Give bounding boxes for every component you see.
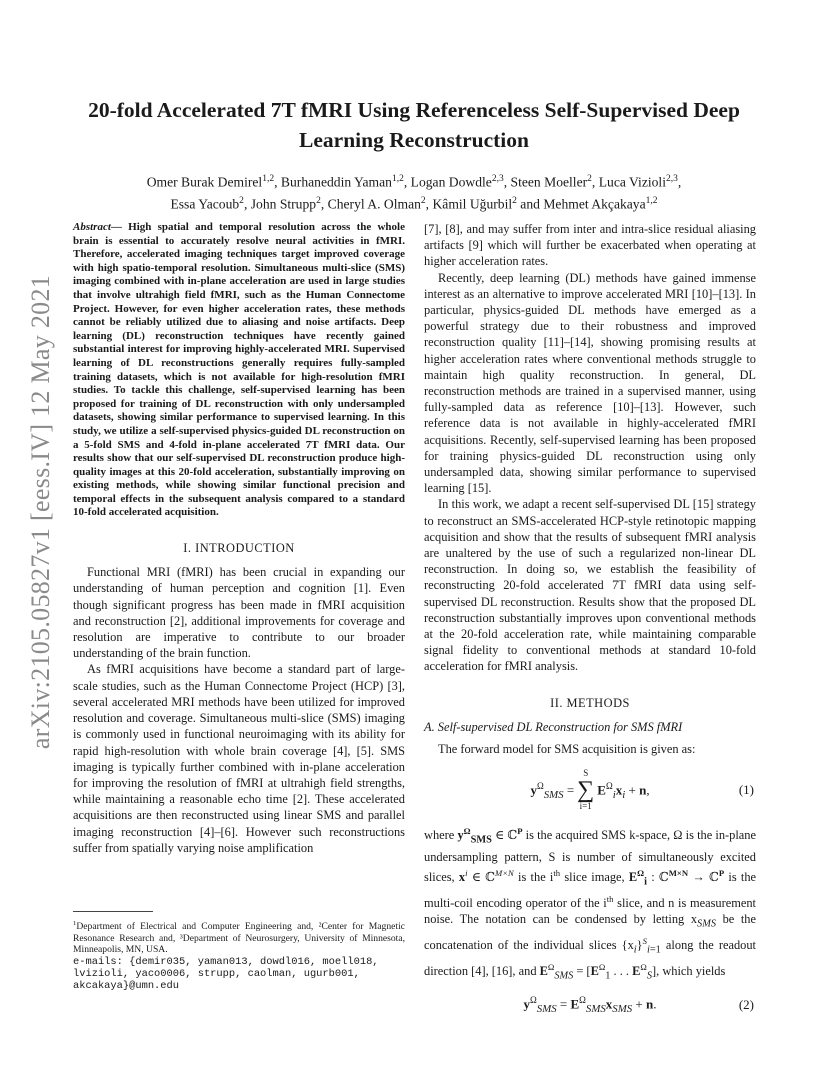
- footnote-affiliations-text: Department of Electrical and Computer Engineering and, ²Center for Magnetic Resonance Research and, ³Department of Neurosurgery, University of Minnesota, Minneapolis, MN, USA.: [73, 921, 405, 956]
- author-list: [70, 170, 758, 213]
- sum-lower-limit: i=1: [579, 801, 592, 812]
- equation-2-body: $y^\Omega_{SMS} = E^\Omega_{SMS}x_{SMS} + n$.: [523, 995, 657, 1016]
- author-names: Omer Burak Demirel$^{1,2}$, Burhaneddin Yaman$^{1,2}$, Logan Dowdle$^{2,3}$, Steen Moeller$^2$, Luca Vizioli$^{2,3}$, Essa Yacoub$^2$, John Strupp$^2$, Cheryl A. Olman$^2$, Kâmil Uğurbil$^2$ and Mehmet Akçakaya$^{1,2}$: [146, 174, 682, 212]
- equation-1-lhs: $y^\Omega_{SMS}$ =: [530, 780, 575, 801]
- eq-expl-part-a: where: [424, 828, 458, 843]
- author-affiliation: 2,3: [665, 174, 678, 184]
- equation-1-number: (1): [738, 782, 754, 798]
- footnote-mark: 1: [73, 920, 77, 927]
- abstract: [73, 221, 405, 520]
- sup-th-1: th: [553, 868, 561, 879]
- equation-1-rhs: $E^\Omega_ix_i + n$,: [597, 780, 650, 801]
- author-name: Steen Moeller: [510, 174, 588, 190]
- author-affiliation: 1,2: [645, 195, 658, 206]
- author-name: John Strupp: [250, 196, 317, 212]
- equation-2-number: (2): [738, 996, 754, 1012]
- equation-1-explanation: where $y^\Omega_{SMS}$ ∈ ℂ$^P$ is the acquired SMS k-space, Ω is the in-plane undersampling pattern, S is number of simultaneously excited slices, $x^i$ ∈ ℂ$^{M\times N}$ is the $i^{th}$ slice image, $E^\Omega_i$ : ℂ$^{M\times N}$ → ℂ$^P$ is the multi-coil encoding operator of the $i^{th}$ slice, and n is measurement noise. The notation can be condensed by letting $x_{SMS}$ be the concatenation of the individual slices $\{x_i\}^S_{i=1}$ along the readout direction [4], [16], and $E^\Omega_{SMS} = [E^\Omega_1$ . . . $E^\Omega_S$], which yields: [424, 826, 757, 982]
- author-name: Burhaneddin Yaman: [280, 174, 392, 190]
- arxiv-stamp: [18, 232, 64, 792]
- eq-expl-part-e: is the multi-coil encoding operator of the i: [424, 870, 757, 911]
- abstract-label: Abstract: [73, 221, 111, 233]
- eq-expl-part-g: be the concatenation of the individual slices {x: [424, 912, 756, 953]
- author-name: Cheryl A. Olman: [327, 196, 421, 212]
- author-name: Mehmet Akçakaya: [543, 196, 646, 212]
- equation-1: [424, 763, 756, 817]
- subsection-heading-a: A. Self-supervised DL Reconstruction for SMS fMRI: [424, 719, 683, 734]
- eq-expl-part-f: slice, and n is measurement noise. The notation can be condensed by letting x: [424, 896, 756, 927]
- sup-th-2: th: [606, 894, 614, 905]
- forward-model-intro: The forward model for SMS acquisition is given as:: [438, 742, 696, 757]
- right-paragraph-1: Recently, deep learning (DL) methods have gained immense interest as an alternative to improve accelerated MRI [10]–[13]. In particular, physics-guided DL methods have emerged as a powerful strategy due to their robustness and improved reconstruction quality [11]–[14], showing promising results at higher acceleration rates where conventional methods struggle to maintain high quality reconstruction. In general, DL reconstruction methods are trained in a supervised manner, using fully-sampled data as reference [10]–[13]. However, such reference data is not available in highly-accelerated fMRI acquisitions. Recently, self-supervised learning has been proposed for training physics-guided DL reconstruction using only undersampled data, showing similar performance to supervised learning [15].: [424, 270, 756, 496]
- author-name: Logan Dowdle: [410, 174, 492, 190]
- author-name: Kâmil Uğurbil: [432, 196, 513, 212]
- right-paragraph-0: [7], [8], and may suffer from inter and intra-slice residual aliasing artifacts [9] which will further be exacerbated when operating at higher acceleration rates.: [424, 222, 756, 269]
- sum-upper-limit: S: [583, 768, 589, 779]
- author-affiliation: 2,3: [491, 174, 504, 184]
- summation-symbol: [577, 769, 594, 811]
- footnote-emails: e-mails: {demir035, yaman013, dowdl016, moell018, lvizioli, yaco0006, strupp, caolman, ugurb001, akcakaya}@umn.edu: [73, 955, 379, 992]
- author-affiliation: 2: [512, 195, 517, 206]
- author-affiliation: 2: [316, 195, 321, 206]
- author-name: Luca Vizioli: [598, 174, 666, 190]
- eq-expl-part-b: is the acquired SMS k-space, Ω is the in-plane undersampling pattern, S is number of simultaneously excited slices,: [424, 828, 756, 885]
- footnote: [73, 918, 405, 992]
- right-column: [424, 221, 756, 1025]
- footnote-rule: [73, 911, 153, 912]
- author-affiliation: 1,2: [262, 174, 275, 184]
- author-affiliation: 1,2: [391, 174, 404, 184]
- eq-expl-part-i: , which yields: [656, 964, 726, 979]
- eq-expl-part-h: along the readout direction [4], [16], and: [424, 938, 756, 979]
- author-name: Omer Burak Demirel: [146, 174, 263, 190]
- section-heading-methods: II. METHODS: [550, 695, 630, 710]
- footnote-affiliations: [73, 918, 405, 956]
- author-affiliation: 2: [587, 174, 592, 184]
- eq-expl-part-d: slice image,: [560, 870, 629, 885]
- left-column: [73, 221, 405, 856]
- intro-paragraph-1: Functional MRI (fMRI) has been crucial in expanding our understanding of human perception and cognition [1]. Even though significant progress has been made in fMRI acquisition and reconstruction [2], additional improvements for coverage and resolution are imperative to contribute to our broader understanding of the brain function.: [73, 565, 405, 661]
- eq-expl-part-c: is the i: [513, 870, 554, 885]
- paper-title: 20-fold Accelerated 7T fMRI Using Referenceless Self-Supervised Deep Learning Reconstruction: [88, 98, 740, 152]
- sigma-glyph: ∑: [577, 777, 595, 804]
- equation-2: [424, 991, 756, 1019]
- right-paragraph-2: In this work, we adapt a recent self-supervised DL [15] strategy to reconstruct an SMS-accelerated HCP-style retinotopic mapping acquisition and show that the results of subsequent fMRI analysis are unaltered by the use of such a regularized non-linear DL reconstruction. In doing so, we establish the feasibility of reconstructing 20-fold accelerated 7T fMRI data using self-supervised DL reconstruction. Results show that the proposed DL reconstruction substantially improves upon conventional methods at the 20-fold acceleration rate, while maintaining comparable signal fidelity to conventional methods at standard 10-fold acceleration for fMRI analysis.: [424, 497, 756, 674]
- section-heading-introduction: I. INTRODUCTION: [183, 541, 295, 556]
- author-name: Essa Yacoub: [170, 196, 240, 212]
- intro-paragraph-2: As fMRI acquisitions have become a standard part of large-scale studies, such as the Human Connectome Project (HCP) [3], several accelerated MRI methods have been utilized for improved resolution and coverage. Simultaneous multi-slice (SMS) imaging is commonly used in functional neuroimaging with its ability for rapid high-resolution with whole brain coverage [4], [5]. SMS imaging is typically further combined with in-plane acceleration for improving the resolution of fMRI at ultrahigh field strengths, while maintaining a reasonable echo time [2]. These accelerated acquisitions are then reconstructed using linear SMS and parallel imaging reconstruction [4]–[6]. However such reconstructions suffer from spatially varying noise amplification: [73, 662, 405, 855]
- abstract-text: — High spatial and temporal resolution across the whole brain is essential to accurately resolve neural activities in fMRI. Therefore, accelerated imaging techniques target improved coverage with high spatio-temporal resolution. Simultaneous multi-slice (SMS) imaging combined with in-plane acceleration are used in large studies that involve ultrahigh field fMRI, such as the Human Connectome Project. However, for even higher acceleration rates, these methods cannot be reliably utilized due to aliasing and noise artifacts. Deep learning (DL) reconstruction techniques have recently gained substantial interest for improving highly-accelerated MRI. Supervised learning of DL reconstructions generally requires fully-sampled training datasets, which is not available for high-resolution fMRI studies. To tackle this challenge, self-supervised learning has been proposed for training of DL reconstruction with only undersampled datasets, showing similar performance to supervised learning. In this study, we utilize a self-supervised physics-guided DL reconstruction on a 5-fold SMS and 4-fold in-plane accelerated 7T fMRI data. Our results show that our self-supervised DL reconstruction produce high-quality images at this 20-fold acceleration, substantially improving on existing methods, while showing similar functional precision and temporal effects in the subsequent analysis compared to a standard 10-fold accelerated acquisition.: [73, 221, 405, 519]
- author-affiliation: 2: [420, 195, 426, 206]
- arxiv-stamp-text: arXiv:2105.05827v1 [eess.IV] 12 May 2021: [26, 274, 55, 750]
- author-affiliation: 2: [239, 195, 244, 206]
